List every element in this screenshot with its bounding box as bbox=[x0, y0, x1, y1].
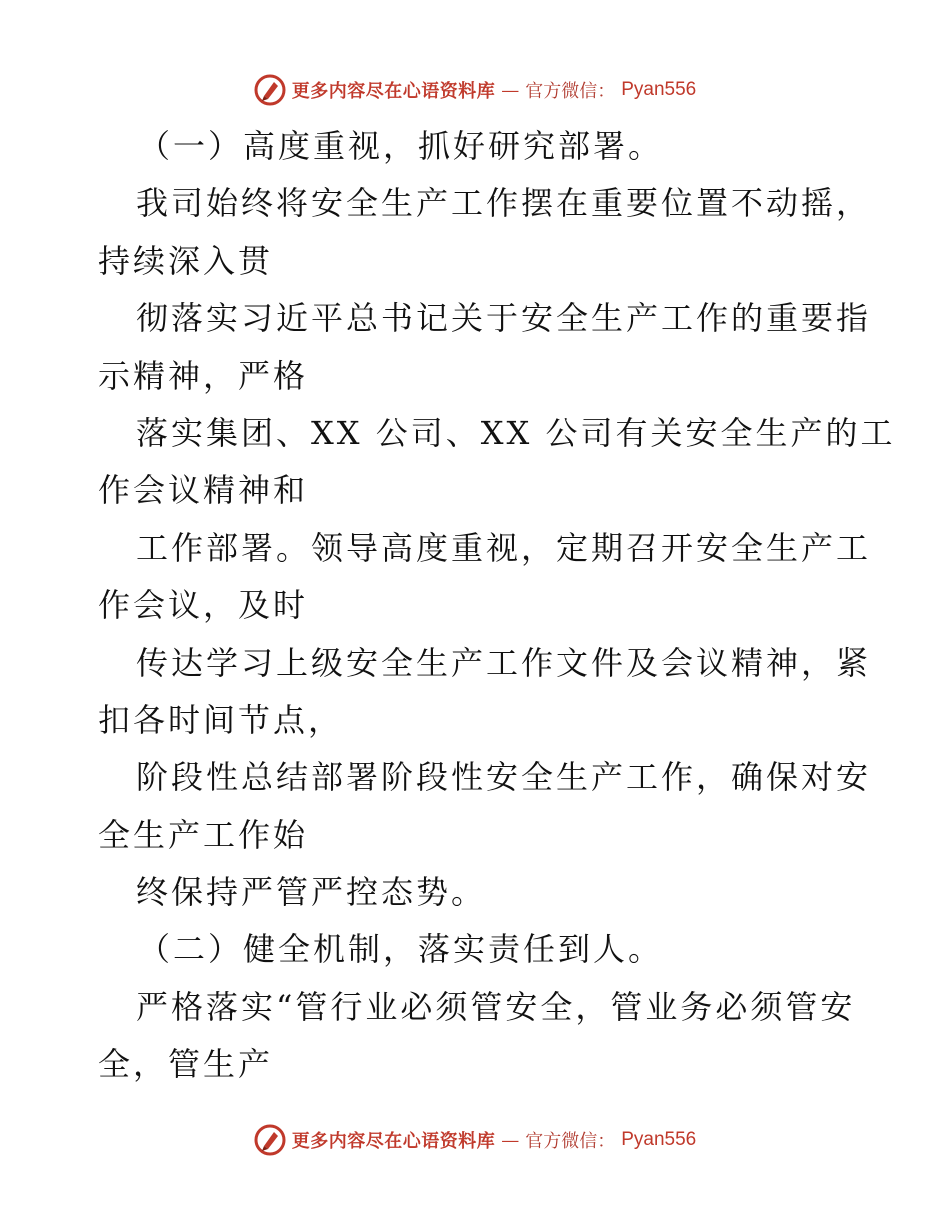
watermark-wechat-id: Pyan556 bbox=[621, 1129, 697, 1150]
footer-watermark bbox=[0, 1120, 950, 1160]
watermark-site-text: 更多内容尽在心语资料库 bbox=[291, 81, 496, 102]
text-line: 全，管生产 bbox=[98, 1045, 274, 1084]
pen-nib-logo-icon bbox=[254, 74, 286, 106]
text-line: 彻落实习近平总书记关于安全生产工作的重要指 bbox=[136, 299, 872, 338]
header-watermark bbox=[0, 70, 950, 110]
watermark-separator: — bbox=[501, 79, 520, 101]
section-heading-1: （一）高度重视，抓好研究部署。 bbox=[138, 127, 664, 165]
text-line: 落实集团、XX 公司、XX 公司有关安全生产的工 bbox=[136, 413, 896, 452]
document-body bbox=[98, 118, 896, 1094]
watermark-wechat-label: 官方微信： bbox=[525, 1131, 616, 1152]
section-heading-2: （二）健全机制，落实责任到人。 bbox=[138, 930, 664, 969]
watermark-separator: — bbox=[501, 1129, 520, 1151]
text-line: 终保持严管严控态势。 bbox=[136, 873, 487, 912]
text-line: 传达学习上级安全生产工作文件及会议精神，紧 bbox=[136, 643, 872, 682]
text-line: 示精神，严格 bbox=[98, 356, 309, 395]
pen-nib-logo-icon bbox=[254, 1124, 286, 1156]
watermark-site-text: 更多内容尽在心语资料库 bbox=[291, 1131, 496, 1152]
text-line: 严格落实“管行业必须管安全，管业务必须管安 bbox=[136, 987, 856, 1026]
text-line: 我司始终将安全生产工作摆在重要位置不动摇， bbox=[136, 184, 872, 223]
text-line: 作会议，及时 bbox=[98, 586, 309, 625]
text-line: 工作部署。领导高度重视，定期召开安全生产工 bbox=[136, 528, 872, 567]
text-line: 持续深入贯 bbox=[98, 241, 274, 280]
watermark-wechat-label: 官方微信： bbox=[525, 81, 616, 102]
text-line: 阶段性总结部署阶段性安全生产工作，确保对安 bbox=[136, 758, 872, 797]
text-line: 扣各时间节点， bbox=[98, 700, 344, 739]
text-line: 作会议精神和 bbox=[98, 471, 309, 510]
text-line: 全生产工作始 bbox=[98, 815, 309, 854]
watermark-wechat-id: Pyan556 bbox=[621, 79, 697, 100]
